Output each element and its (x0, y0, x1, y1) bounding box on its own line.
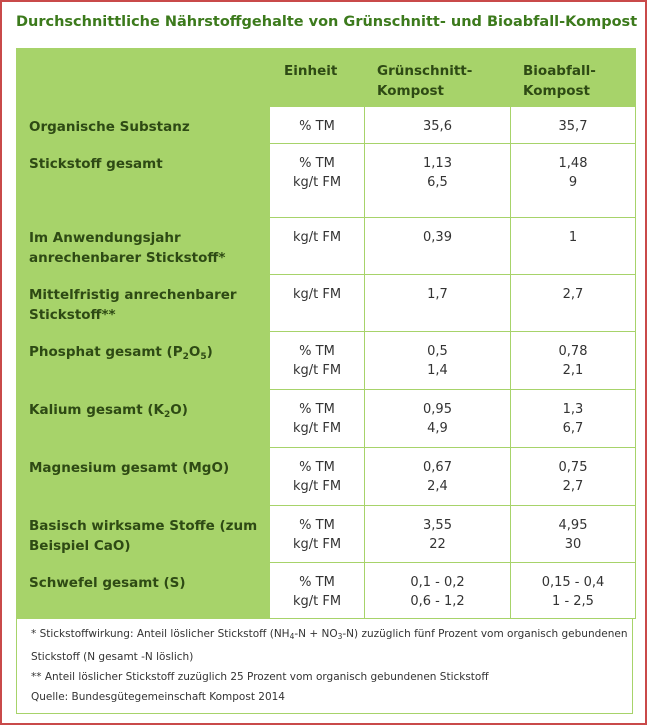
header-row (17, 49, 636, 107)
table-row (17, 448, 636, 506)
green-value-cell: 1,7 (365, 275, 511, 332)
green-value-cell: 0,95 4,9 (365, 390, 511, 448)
footnote-1-continued: Stickstoff (N gesamt -N löslich) (31, 651, 194, 663)
green-value-cell: 35,6 (365, 107, 511, 144)
bio-value-cell: 1 (511, 218, 636, 275)
unit-cell: % TM (270, 107, 365, 144)
bio-value-cell: 1,3 6,7 (511, 390, 636, 448)
header-empty (17, 49, 270, 107)
bio-value-cell: 0,78 2,1 (511, 332, 636, 390)
row-label: Stickstoff gesamt (17, 144, 270, 218)
table-row (17, 144, 636, 218)
row-label: Phosphat gesamt $(P_2O_5)$ (17, 332, 270, 390)
row-label: Magnesium gesamt (MgO) (17, 448, 270, 506)
green-value-cell: 0,67 2,4 (365, 448, 511, 506)
row-label: Schwefel gesamt (S) (17, 563, 270, 619)
unit-cell: % TM kg/t FM (270, 390, 365, 448)
table-row (17, 275, 636, 332)
row-label: Organische Substanz (17, 107, 270, 144)
row-label: Kalium gesamt $(K_2O)$ (17, 390, 270, 448)
bio-value-cell: 35,7 (511, 107, 636, 144)
green-value-cell: 0,1 - 0,2 0,6 - 1,2 (365, 563, 511, 619)
unit-cell: % TM kg/t FM (270, 563, 365, 619)
footnote-2: ** Anteil löslicher Stickstoff zuzüglich 25 Prozent vom organisch gebundenen Stickstoff (31, 671, 489, 683)
bio-value-cell: 0,15 - 0,4 1 - 2,5 (511, 563, 636, 619)
footnote-1: * Stickstoffwirkung: Anteil löslicher Stickstoff $(NH_4-N + NO_3-N)$ zuzüglich fünf Prozent vom organisch gebundenen (31, 628, 628, 641)
footnotes (16, 618, 633, 714)
row-label: Im Anwendungsjahr anrechenbarer Stickstoff* (17, 218, 270, 275)
unit-cell: kg/t FM (270, 275, 365, 332)
table-row (17, 332, 636, 390)
row-label: Basisch wirksame Stoffe (zum Beispiel CaO) (17, 506, 270, 563)
table-row (17, 563, 636, 619)
table-row (17, 390, 636, 448)
bio-value-cell: 2,7 (511, 275, 636, 332)
unit-cell: % TM kg/t FM (270, 144, 365, 218)
bio-value-cell: 0,75 2,7 (511, 448, 636, 506)
green-value-cell: 1,13 6,5 (365, 144, 511, 218)
source-note: Quelle: Bundesgütegemeinschaft Kompost 2014 (31, 691, 285, 703)
green-value-cell: 3,55 22 (365, 506, 511, 563)
table-row (17, 506, 636, 563)
row-label: Mittelfristig anrechenbarer Stickstoff** (17, 275, 270, 332)
table-title: Durchschnittliche Nährstoffgehalte von Grünschnitt- und Bioabfall-Kompost (16, 14, 638, 30)
bio-value-cell: 4,95 30 (511, 506, 636, 563)
table-row (17, 218, 636, 275)
bio-value-cell: 1,48 9 (511, 144, 636, 218)
nutrient-table (16, 48, 636, 619)
header-bio-compost: Bioabfall- Kompost (511, 49, 636, 107)
unit-cell: kg/t FM (270, 218, 365, 275)
unit-cell: % TM kg/t FM (270, 506, 365, 563)
header-unit: Einheit (270, 49, 365, 107)
unit-cell: % TM kg/t FM (270, 332, 365, 390)
header-green-compost: Grünschnitt- Kompost (365, 49, 511, 107)
green-value-cell: 0,5 1,4 (365, 332, 511, 390)
unit-cell: % TM kg/t FM (270, 448, 365, 506)
green-value-cell: 0,39 (365, 218, 511, 275)
table-row (17, 107, 636, 144)
